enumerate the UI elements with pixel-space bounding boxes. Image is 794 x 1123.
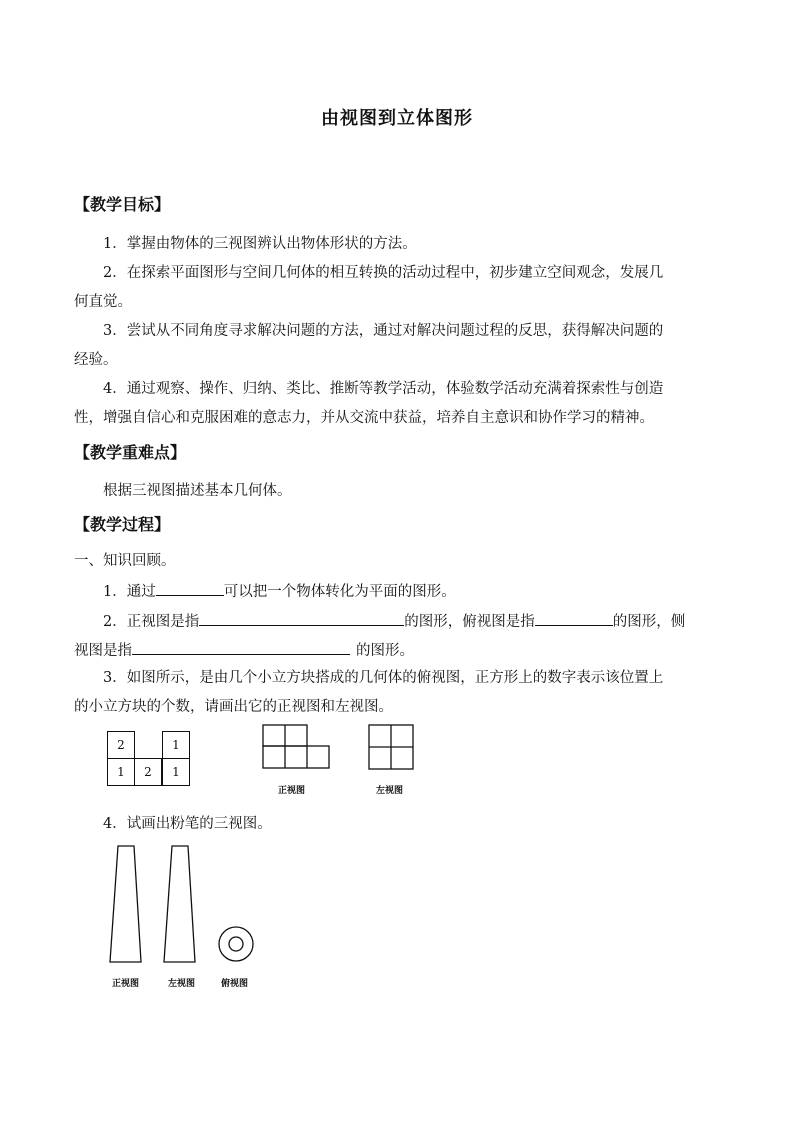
grid-cell-2: 2	[134, 758, 162, 786]
objective-2-line-1: 2．在探索平面图形与空间几何体的相互转换的活动过程中，初步建立空间观念，发展几	[103, 265, 664, 281]
chalk-top-view-inner	[229, 937, 243, 951]
grid-cell-1: 1	[107, 758, 135, 786]
grid-cell-1: 1	[162, 731, 190, 759]
question-1-suffix: 可以把一个物体转化为平面的图形。	[223, 584, 456, 600]
front-view-caption: 正视图	[278, 786, 306, 796]
question-1	[103, 580, 456, 602]
left-view-diagram	[368, 724, 416, 772]
key-point-text: 根据三视图描述基本几何体。	[103, 483, 292, 499]
section-heading-process: 【教学过程】	[74, 515, 171, 534]
front-view-diagram	[262, 724, 342, 772]
chalk-front-caption: 正视图	[112, 979, 140, 989]
answer-blank-2a[interactable]	[199, 610, 404, 626]
question-2-part-b: 的图形，俯视图是指	[404, 614, 535, 630]
question-4: 4．试画出粉笔的三视图。	[103, 816, 272, 832]
chalk-front-view	[110, 846, 141, 962]
objective-1: 1．掌握由物体的三视图辨认出物体形状的方法。	[103, 236, 417, 252]
objective-2-line-2: 何直觉。	[74, 294, 132, 310]
objective-3-line-2: 经验。	[74, 352, 118, 368]
question-3-line-1: 3．如图所示，是由几个小立方块搭成的几何体的俯视图，正方形上的数字表示该位置上	[103, 670, 664, 686]
objective-3-line-1: 3．尝试从不同角度寻求解决问题的方法，通过对解决问题过程的反思，获得解决问题的	[103, 323, 664, 339]
chalk-top-view-outer	[219, 927, 253, 961]
objective-4-line-2: 性，增强自信心和克服困难的意志力，并从交流中获益，培养自主意识和协作学习的精神。	[74, 410, 654, 426]
grid-cell-2: 2	[107, 731, 135, 759]
question-2-part-a: 2．正视图是指	[103, 614, 200, 630]
question-3-line-2: 的小立方块的个数，请画出它的正视图和左视图。	[74, 699, 393, 715]
grid-cell-1: 1	[162, 758, 190, 786]
review-heading: 一、知识回顾。	[74, 553, 176, 569]
chalk-views-diagram	[104, 842, 264, 968]
question-2-line-1	[103, 610, 685, 632]
chalk-top-caption: 俯视图	[221, 979, 249, 989]
question-2-line-2	[74, 639, 414, 661]
question-1-prefix: 1．通过	[103, 584, 156, 600]
section-heading-key-points: 【教学重难点】	[74, 443, 187, 462]
question-2-part-c: 的图形，侧	[612, 614, 686, 630]
answer-blank-1[interactable]	[156, 580, 224, 596]
question-2-part-e: 的图形。	[356, 643, 414, 659]
chalk-left-view	[164, 846, 195, 962]
answer-blank-2b[interactable]	[535, 610, 613, 626]
objective-4-line-1: 4．通过观察、操作、归纳、类比、推断等教学活动，体验数学活动充满着探索性与创造	[103, 381, 664, 397]
answer-blank-2c[interactable]	[132, 639, 350, 655]
question-2-part-d: 视图是指	[74, 643, 132, 659]
left-view-caption: 左视图	[376, 786, 404, 796]
page-title: 由视图到立体图形	[321, 108, 473, 129]
chalk-left-caption: 左视图	[168, 979, 196, 989]
section-heading-objectives: 【教学目标】	[74, 195, 171, 214]
